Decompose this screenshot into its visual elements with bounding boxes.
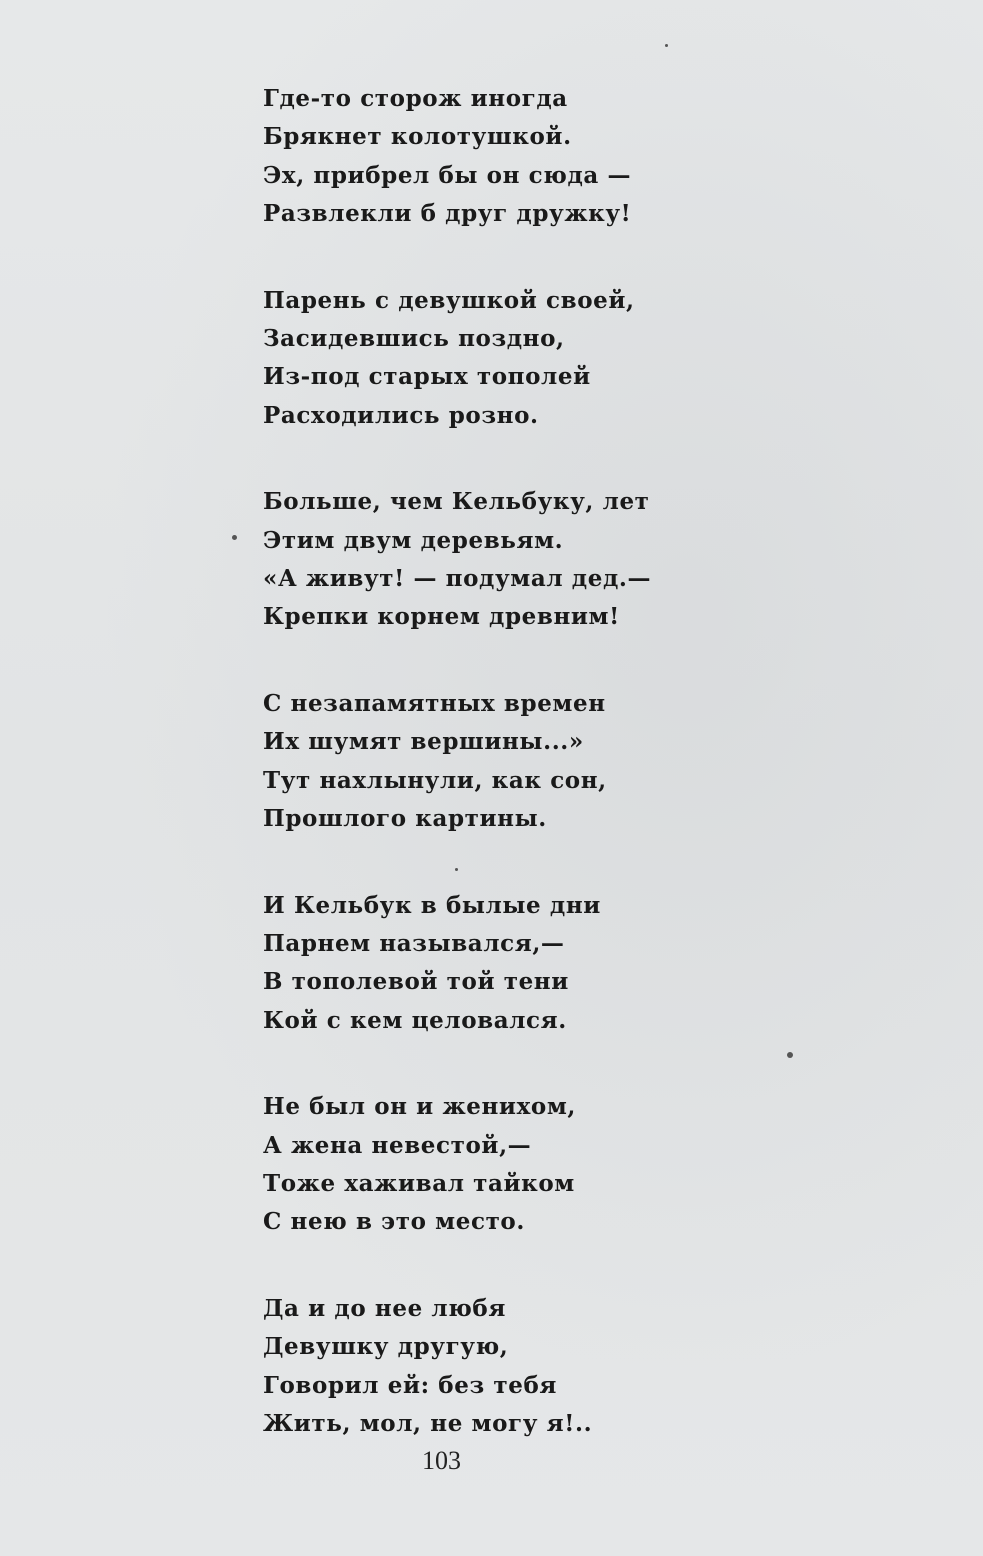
stanza — [263, 685, 823, 839]
poem-line: Тут нахлынули, как сон, — [263, 766, 607, 794]
poem-line: Эх, прибрел бы он сюда — — [263, 161, 632, 189]
poem-line: Парнем назывался,— — [263, 929, 565, 957]
stanza — [263, 1088, 823, 1242]
print-speck — [455, 868, 458, 871]
poem — [263, 80, 823, 1443]
poem-line: Говорил ей: без тебя — [263, 1371, 557, 1399]
poem-line: Их шумят вершины...» — [263, 728, 584, 756]
print-speck — [232, 535, 237, 540]
print-speck — [665, 44, 668, 47]
poem-line: Девушку другую, — [263, 1333, 509, 1361]
poem-line: Прошлого картины. — [263, 805, 547, 833]
poem-line: Крепки корнем древним! — [263, 603, 620, 631]
stanza — [263, 282, 823, 436]
poem-line: Кой с кем целовался. — [263, 1006, 567, 1034]
poem-line: Больше, чем Кельбуку, лет — [263, 488, 650, 516]
stanza — [263, 483, 823, 637]
poem-line: Тоже хаживал тайком — [263, 1169, 575, 1197]
stanza — [263, 1290, 823, 1444]
poem-line: Брякнет колотушкой. — [263, 123, 572, 151]
poem-line: Не был он и женихом, — [263, 1093, 577, 1121]
poem-line: А жена невестой,— — [263, 1131, 532, 1159]
poem-line: Этим двум деревьям. — [263, 526, 564, 554]
poem-line: Из-под старых тополей — [263, 363, 591, 391]
poem-line: «А живут! — подумал дед.— — [263, 565, 652, 593]
stanza — [263, 80, 823, 234]
poem-line: Да и до нее любя — [263, 1294, 506, 1322]
poem-line: Засидевшись поздно, — [263, 325, 565, 353]
print-speck — [787, 1052, 793, 1058]
poem-line: Где-то сторож иногда — [263, 85, 568, 112]
stanza — [263, 887, 823, 1041]
poem-line: Развлекли б друг дружку! — [263, 200, 632, 228]
poem-line: Расходились розно. — [263, 401, 539, 429]
poem-line: С нею в это место. — [263, 1208, 525, 1236]
poem-line: И Кельбук в былые дни — [263, 891, 601, 919]
poem-line: В тополевой той тени — [263, 968, 569, 996]
page-number: 103 — [422, 1446, 461, 1475]
poem-line: С незапамятных времен — [263, 689, 606, 717]
poem-line: Жить, мол, не могу я!.. — [263, 1409, 593, 1437]
poem-line: Парень с девушкой своей, — [263, 286, 635, 314]
